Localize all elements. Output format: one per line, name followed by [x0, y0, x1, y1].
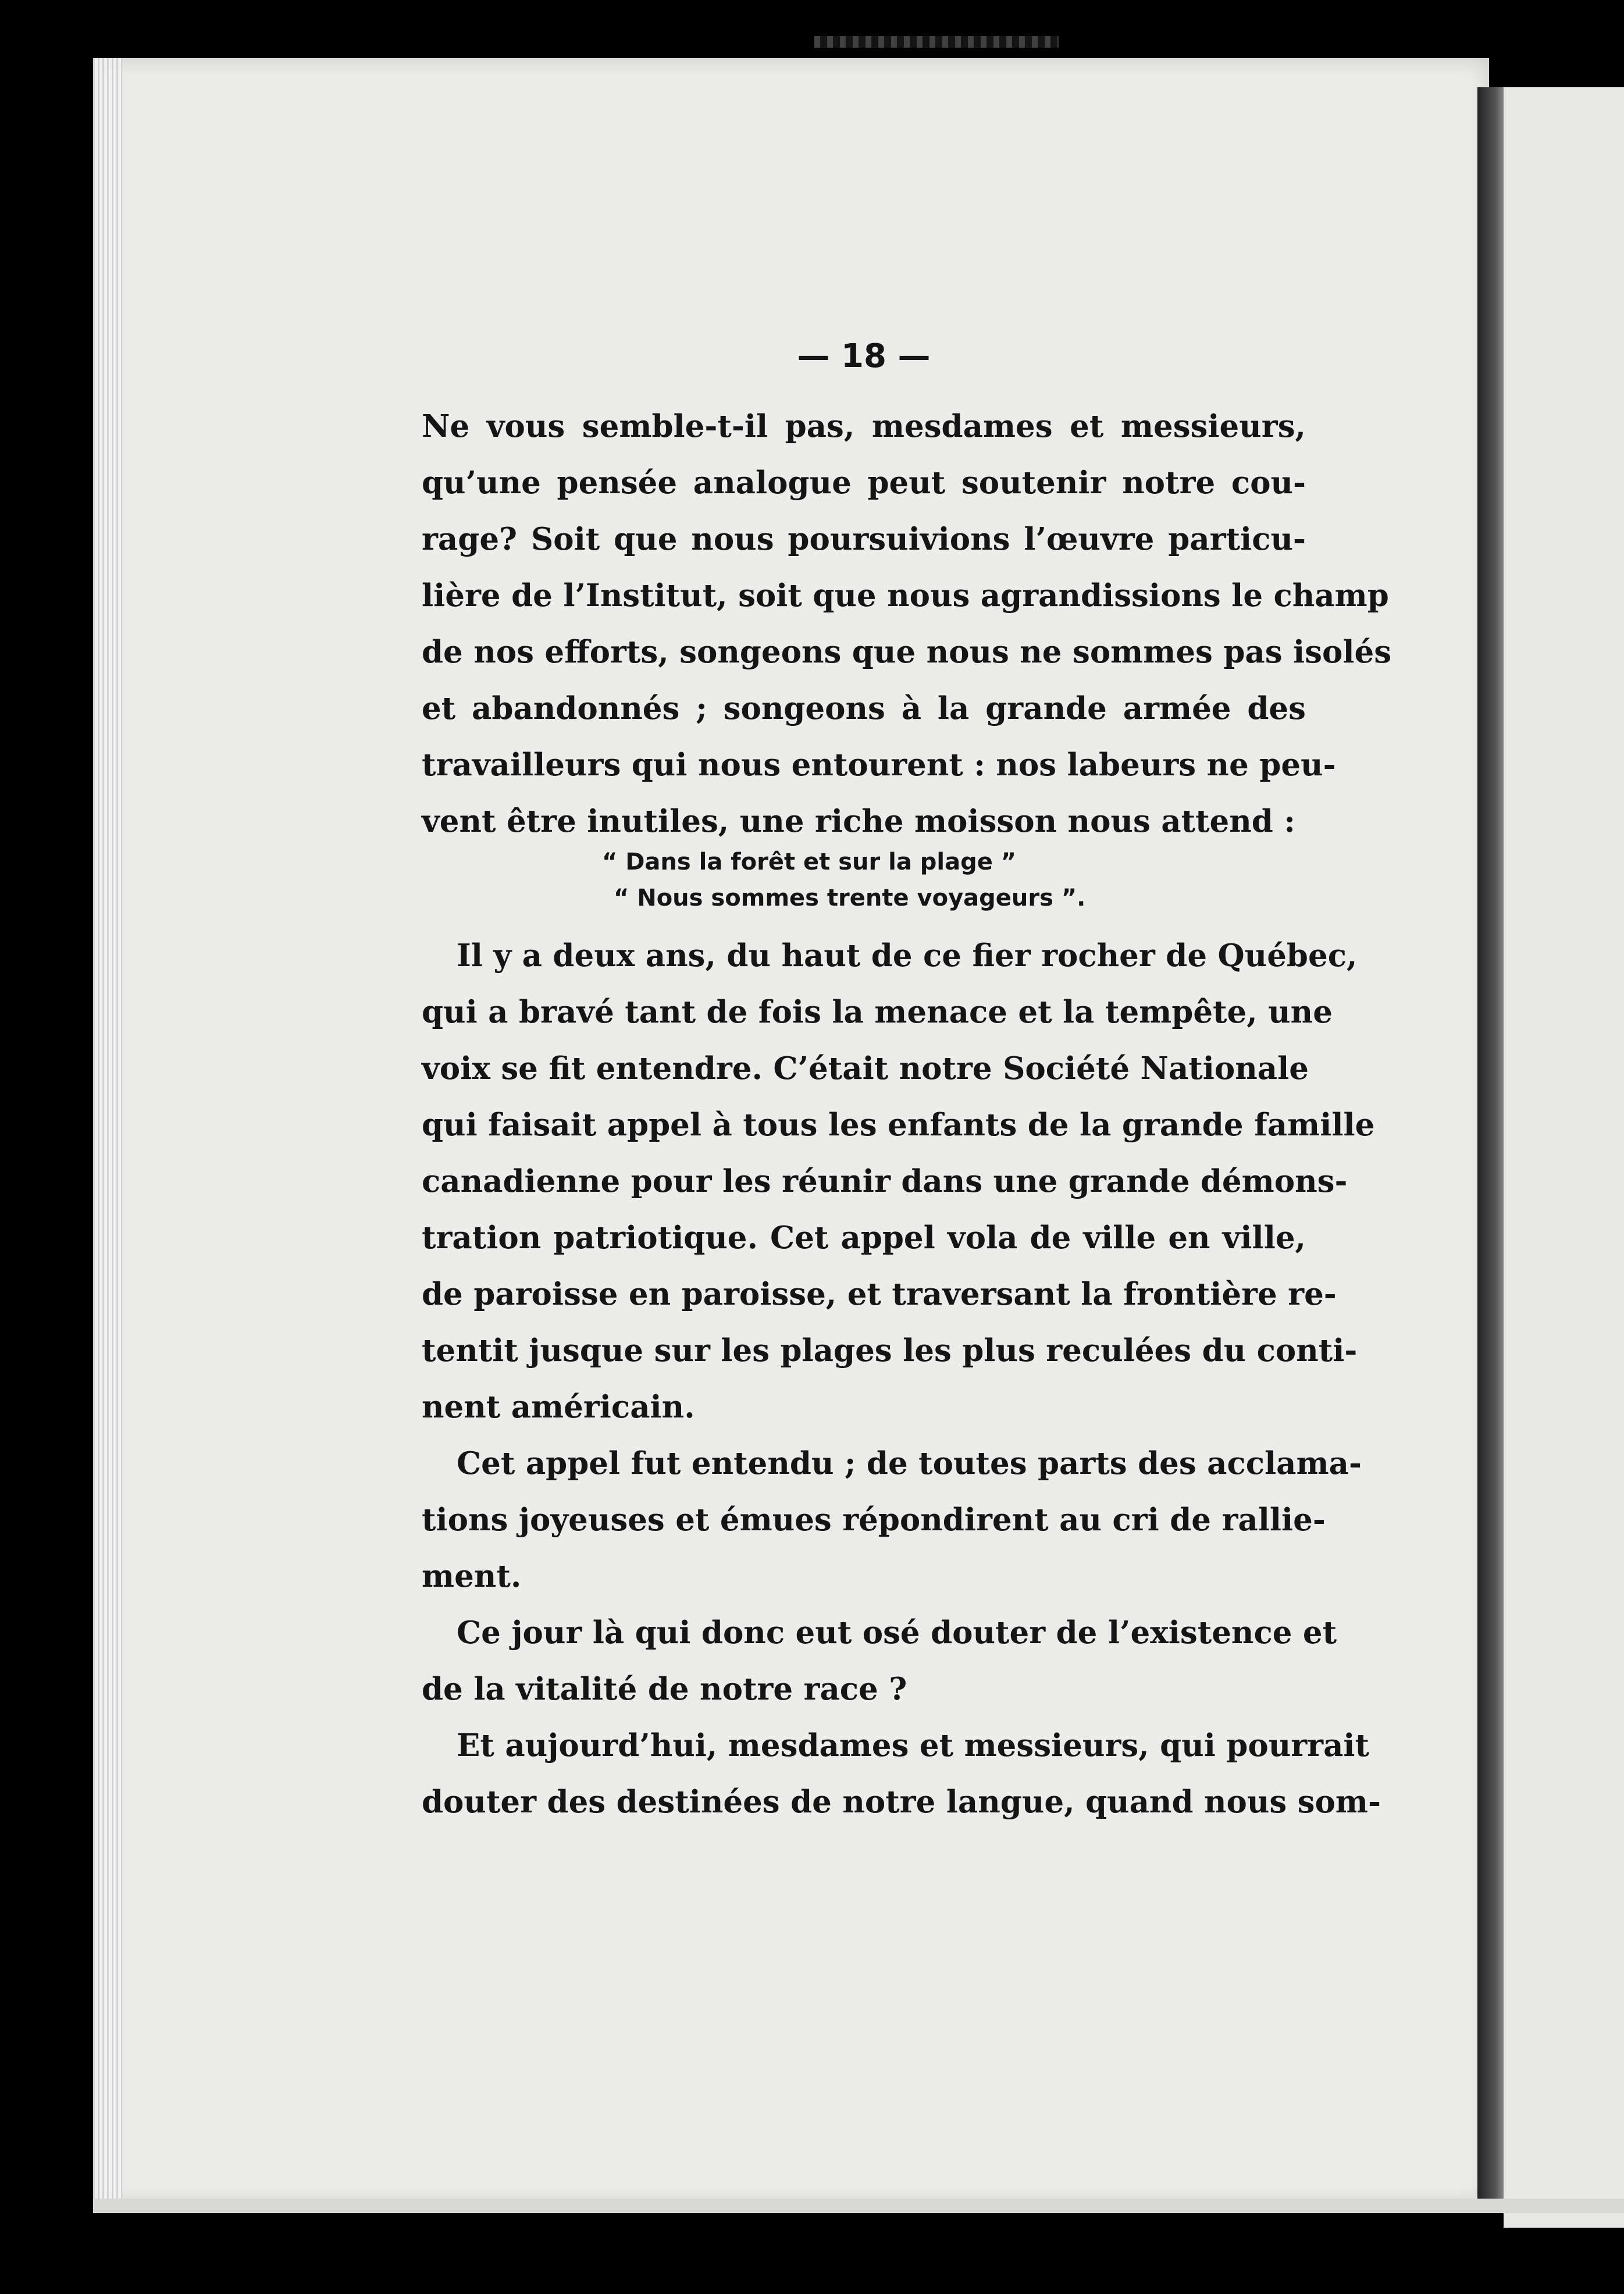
text-line: Cet appel fut entendu ; de toutes parts des acclama- [457, 1445, 1362, 1481]
text-line: travailleurs qui nous entourent : nos labeurs ne peu- [422, 747, 1336, 783]
text-line: voix se fit entendre. C’était notre Société Nationale [422, 1050, 1309, 1087]
adjacent-page [1504, 87, 1624, 2228]
text-line: vent être inutiles, une riche moisson nous attend : [422, 803, 1295, 839]
text-line: Et aujourd’hui, mesdames et messieurs, qui pourrait [457, 1727, 1370, 1764]
gutter-shadow [1477, 87, 1504, 2204]
text-line: tions joyeuses et émues répondirent au cri de ralliе- [422, 1502, 1326, 1538]
text-line: rage? Soit que nous poursuivions l’œuvre particu- [422, 521, 1306, 557]
text-line: canadienne pour les réunir dans une grande démons- [422, 1163, 1348, 1199]
text-line: nent américain. [422, 1389, 695, 1425]
text-line: lière de l’Institut, soit que nous agrandissions le champ [422, 578, 1389, 614]
verse-quotation [422, 844, 1306, 916]
verse-line: “ Dans la forêt et sur la plage ” [602, 849, 1017, 875]
page-number: — 18 — [797, 337, 931, 375]
paragraph-4 [422, 1605, 1337, 1718]
text-line: tration patriotique. Cet appel vola de ville en ville, [422, 1220, 1306, 1256]
text-line: Ce jour là qui donc eut osé douter de l’existence et [457, 1615, 1337, 1651]
paragraph-3 [422, 1435, 1362, 1605]
text-line: de paroisse en paroisse, et traversant la frontière re- [422, 1276, 1337, 1312]
text-line: et abandonnés ; songeons à la grande armée des [422, 690, 1306, 726]
paragraph-2 [422, 928, 1375, 1435]
page-edge-stack [93, 58, 122, 2204]
text-line: tentit jusque sur les plages les plus reculées du conti- [422, 1333, 1358, 1369]
paragraph-5 [422, 1718, 1381, 1830]
page-body [422, 337, 1392, 1830]
scan-top-artifact [814, 36, 1059, 48]
text-line: ment. [422, 1558, 522, 1594]
text-line: qu’une pensée analogue peut soutenir notre cou- [422, 465, 1306, 501]
text-line: qui faisait appel à tous les enfants de la grande famille [422, 1107, 1375, 1143]
text-line: douter des destinées de notre langue, quand nous som- [422, 1784, 1381, 1820]
text-line: Il y a deux ans, du haut de ce fier rocher de Québec, [457, 938, 1358, 974]
paragraph-1 [422, 398, 1392, 850]
text-line: de nos efforts, songeons que nous ne sommes pas isolés [422, 634, 1392, 670]
text-line: qui a bravé tant de fois la menace et la tempête, une [422, 994, 1333, 1030]
text-line: Ne vous semble-t-il pas, mesdames et messieurs, [422, 408, 1306, 444]
text-line: de la vitalité de notre race ? [422, 1671, 907, 1707]
verse-line: “ Nous sommes trente voyageurs ”. [614, 885, 1086, 911]
page-bottom-edge [93, 2199, 1624, 2213]
